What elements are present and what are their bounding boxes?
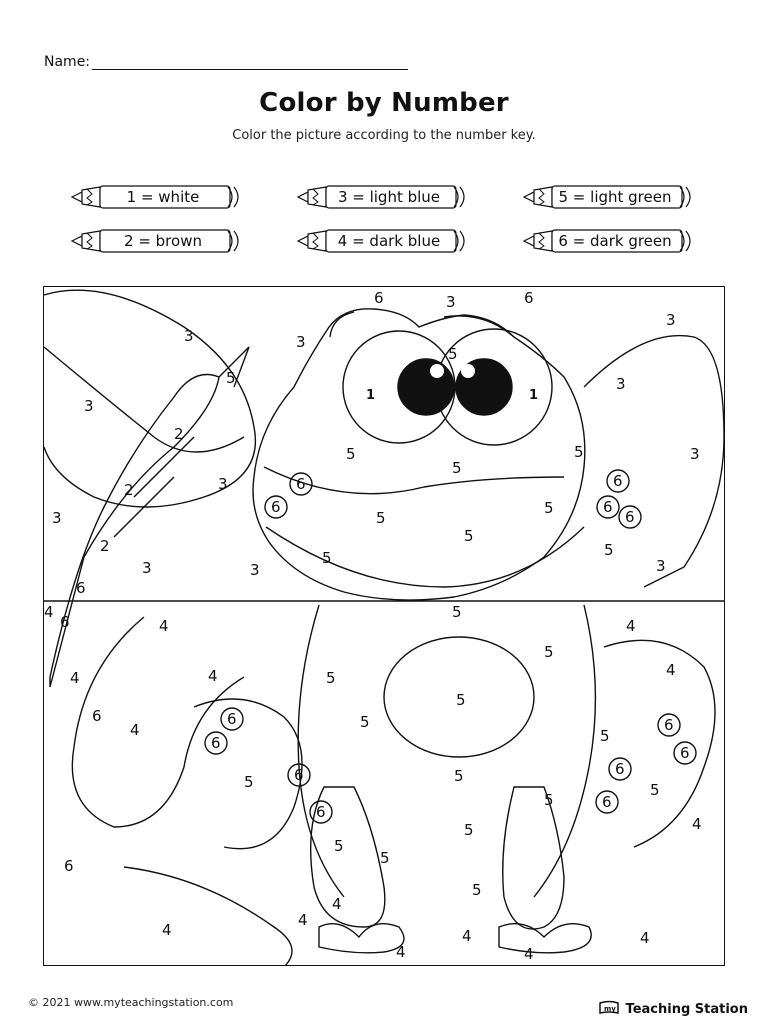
- key-label: 3 = light blue: [337, 188, 441, 206]
- key-item-3: [296, 182, 468, 212]
- frog-chin: [266, 527, 584, 587]
- region-number: 5: [454, 767, 464, 785]
- number-labels: [44, 289, 702, 963]
- region-number: 6: [76, 579, 86, 597]
- region-number: 6: [615, 760, 625, 778]
- region-number: 4: [162, 921, 172, 939]
- region-number: 5: [600, 727, 610, 745]
- lily-pad-fold: [44, 347, 244, 452]
- region-number: 6: [625, 508, 635, 526]
- lily-pad-bottom: [124, 867, 292, 966]
- region-number: 3: [184, 327, 194, 345]
- region-number: 6: [64, 857, 74, 875]
- region-number: 4: [692, 815, 702, 833]
- frog-front-leg-right: [503, 787, 564, 929]
- copyright-text: © 2021 www.myteachingstation.com: [28, 996, 234, 1009]
- region-number: 5: [472, 881, 482, 899]
- teaching-station-logo-icon: [598, 1000, 620, 1018]
- brand: [598, 1000, 748, 1018]
- frog-mouth: [264, 467, 564, 494]
- key-label: 2 = brown: [124, 232, 202, 250]
- region-number: 5: [650, 781, 660, 799]
- region-number: 1: [529, 388, 539, 403]
- region-number: 5: [322, 549, 332, 567]
- region-number: 4: [396, 943, 406, 961]
- key-label: 6 = dark green: [558, 232, 672, 250]
- region-number: 5: [360, 713, 370, 731]
- region-number: 3: [616, 375, 626, 393]
- region-number: 3: [218, 475, 228, 493]
- region-number: 4: [462, 927, 472, 945]
- name-label: Name:: [44, 54, 91, 70]
- region-number: 1: [366, 388, 376, 403]
- region-number: 5: [464, 527, 474, 545]
- logo-text: my: [603, 1005, 616, 1013]
- region-number: 5: [456, 691, 466, 709]
- region-number: 5: [326, 669, 336, 687]
- region-number: 6: [227, 710, 237, 728]
- region-number: 3: [52, 509, 62, 527]
- page-subtitle: Color the picture according to the number key.: [232, 128, 536, 143]
- cattail-line: [114, 477, 174, 537]
- region-number: 5: [448, 345, 458, 363]
- region-number: 6: [603, 498, 613, 516]
- region-number: 5: [346, 445, 356, 463]
- region-number: 6: [374, 289, 384, 307]
- key-item-1: [70, 182, 242, 212]
- region-number: 6: [664, 716, 674, 734]
- key-label: 1 = white: [126, 188, 200, 206]
- region-number: 5: [464, 821, 474, 839]
- region-number: 5: [334, 837, 344, 855]
- frog-foot-right: [499, 924, 591, 953]
- frog-line-art: [44, 287, 725, 966]
- region-number: 5: [544, 643, 554, 661]
- region-number: 3: [84, 397, 94, 415]
- region-number: 5: [544, 791, 554, 809]
- region-number: 5: [452, 603, 462, 621]
- name-row: [44, 53, 408, 70]
- region-number: 3: [666, 311, 676, 329]
- region-number: 4: [524, 945, 534, 963]
- region-number: 6: [294, 766, 304, 784]
- cattail-line: [134, 437, 194, 497]
- color-key: [0, 180, 768, 260]
- key-label: 4 = dark blue: [337, 232, 441, 250]
- region-number: 2: [174, 425, 184, 443]
- frog-pupil-left: [398, 359, 454, 415]
- region-number: 5: [544, 499, 554, 517]
- region-number: 6: [680, 744, 690, 762]
- coloring-picture: [43, 286, 725, 966]
- region-number: 6: [524, 289, 534, 307]
- region-number: 3: [142, 559, 152, 577]
- frog-head-region: [253, 309, 585, 600]
- name-field[interactable]: [92, 53, 408, 70]
- key-item-6: [522, 226, 694, 256]
- region-number: 4: [159, 617, 169, 635]
- region-number: 6: [60, 613, 70, 631]
- region-number: 3: [656, 557, 666, 575]
- region-number: 5: [574, 443, 584, 461]
- region-number: 4: [640, 929, 650, 947]
- region-number: 6: [602, 793, 612, 811]
- region-number: 6: [316, 803, 326, 821]
- region-number: 2: [100, 537, 110, 555]
- frog-foot-left: [319, 924, 404, 953]
- region-number: 2: [124, 481, 134, 499]
- region-number: 6: [296, 475, 306, 493]
- region-number: 5: [376, 509, 386, 527]
- region-number: 4: [44, 603, 54, 621]
- eye-shine-left: [430, 364, 444, 378]
- region-number: 5: [452, 459, 462, 477]
- region-number: 6: [211, 734, 221, 752]
- region-number: 5: [226, 369, 236, 387]
- key-item-4: [296, 226, 468, 256]
- region-number: 6: [92, 707, 102, 725]
- region-number: 5: [380, 849, 390, 867]
- region-number: 3: [690, 445, 700, 463]
- region-number: 6: [613, 472, 623, 490]
- region-number: 3: [250, 561, 260, 579]
- region-number: 5: [604, 541, 614, 559]
- page-title: Color by Number: [259, 88, 509, 118]
- region-number: 4: [208, 667, 218, 685]
- key-item-5: [522, 182, 694, 212]
- region-number: 4: [130, 721, 140, 739]
- region-number: 6: [271, 498, 281, 516]
- frog-brow-right: [444, 316, 514, 337]
- key-label: 5 = light green: [558, 188, 672, 206]
- region-number: 4: [332, 895, 342, 913]
- region-number: 4: [626, 617, 636, 635]
- key-item-2: [70, 226, 242, 256]
- region-number: 5: [244, 773, 254, 791]
- region-number: 4: [298, 911, 308, 929]
- region-number: 3: [446, 293, 456, 311]
- eye-shine-right: [461, 364, 475, 378]
- region-number: 4: [70, 669, 80, 687]
- region-number: 4: [666, 661, 676, 679]
- brand-name: Teaching Station: [625, 1001, 748, 1017]
- region-number: 3: [296, 333, 306, 351]
